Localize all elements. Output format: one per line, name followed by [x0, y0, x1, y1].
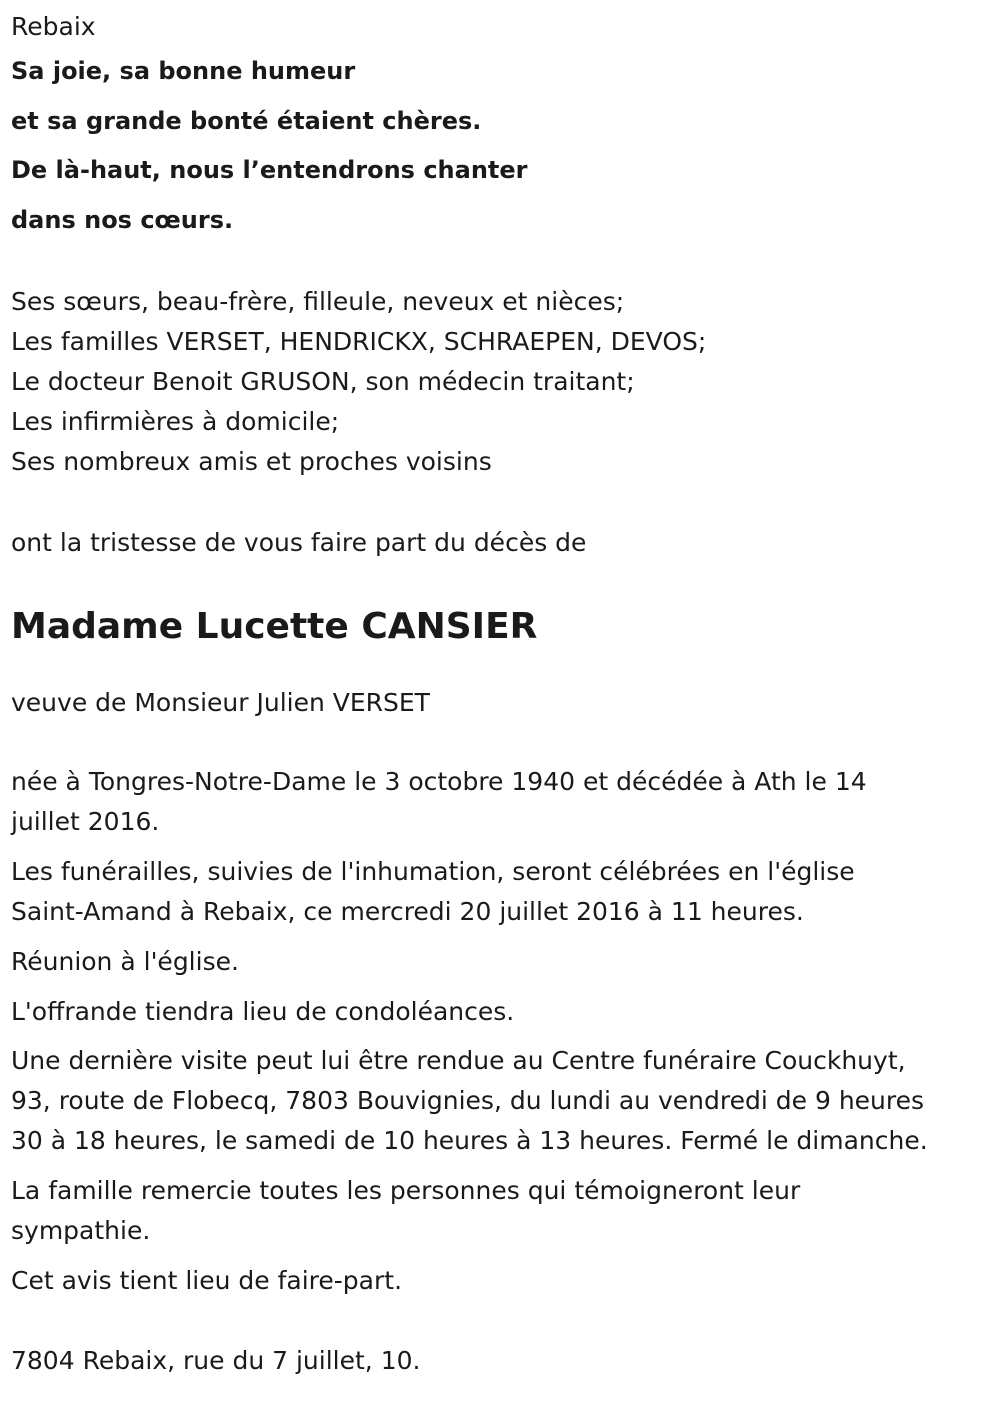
verse-line: Sa joie, sa bonne humeur [11, 57, 356, 85]
funeral-line: Saint-Amand à Rebaix, ce mercredi 20 juillet 2016 à 11 heures. [11, 897, 804, 926]
offering-text: L'offrande tiendra lieu de condoléances. [11, 997, 515, 1026]
family-line: Les infirmières à domicile; [11, 407, 340, 436]
birth-death-line: née à Tongres-Notre-Dame le 3 octobre 1940 et décédée à Ath le 14 [11, 767, 867, 796]
thanks-paragraph [11, 1171, 986, 1251]
verse-block [11, 47, 986, 245]
family-list [11, 282, 986, 482]
family-line: Ses nombreux amis et proches voisins [11, 447, 492, 476]
verse-line: De là-haut, nous l’entendrons chanter [11, 156, 528, 184]
family-line: Ses sœurs, beau-frère, filleule, neveux et nièces; [11, 287, 625, 316]
visit-line: Une dernière visite peut lui être rendue au Centre funéraire Couckhuyt, [11, 1046, 906, 1075]
widow-of-text: veuve de Monsieur Julien VERSET [11, 688, 430, 717]
family-line: Les familles VERSET, HENDRICKX, SCHRAEPEN, DEVOS; [11, 327, 707, 356]
thanks-line: La famille remercie toutes les personnes qui témoigneront leur [11, 1176, 801, 1205]
thanks-line: sympathie. [11, 1216, 151, 1245]
obituary-document [11, 0, 986, 1381]
verse-line: dans nos cœurs. [11, 205, 234, 234]
announcement-text: ont la tristesse de vous faire part du décès de [11, 528, 587, 557]
place-label: Rebaix [11, 12, 96, 41]
notice-text: Cet avis tient lieu de faire-part. [11, 1266, 403, 1295]
verse-line: et sa grande bonté étaient chères. [11, 106, 482, 135]
meeting-text: Réunion à l'église. [11, 947, 239, 976]
visit-line: 30 à 18 heures, le samedi de 10 heures à 13 heures. Fermé le dimanche. [11, 1126, 928, 1155]
address-text: 7804 Rebaix, rue du 7 juillet, 10. [11, 1346, 421, 1375]
deceased-name: Madame Lucette CANSIER [11, 606, 538, 647]
birth-death-paragraph [11, 762, 986, 842]
family-line: Le docteur Benoit GRUSON, son médecin traitant; [11, 367, 635, 396]
visit-paragraph [11, 1041, 986, 1161]
birth-death-line: juillet 2016. [11, 807, 160, 836]
funeral-line: Les funérailles, suivies de l'inhumation, seront célébrées en l'église [11, 857, 855, 886]
visit-line: 93, route de Flobecq, 7803 Bouvignies, du lundi au vendredi de 9 heures [11, 1086, 925, 1115]
funeral-paragraph [11, 852, 986, 932]
